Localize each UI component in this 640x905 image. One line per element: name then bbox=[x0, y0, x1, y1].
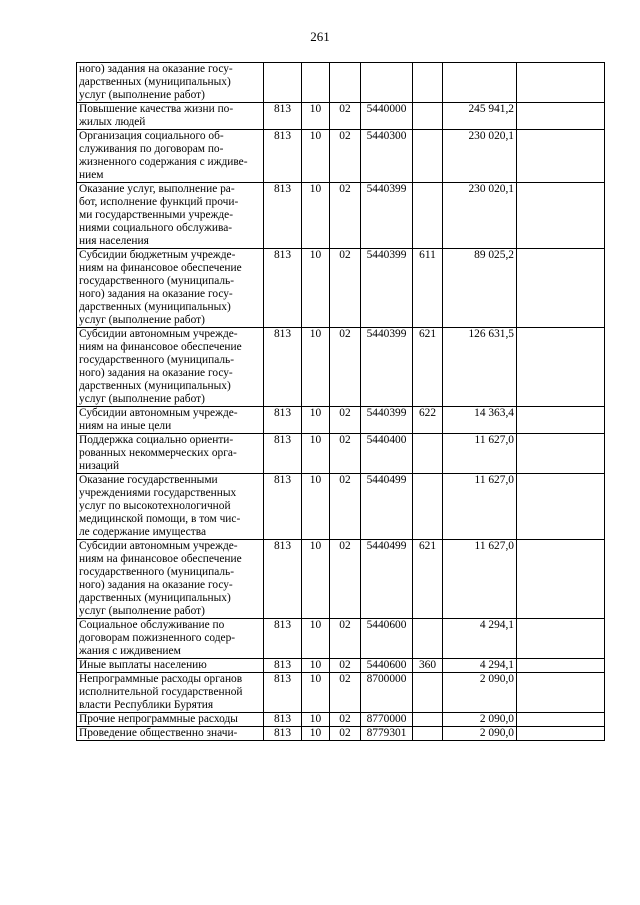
table-row bbox=[77, 727, 605, 741]
table-row bbox=[77, 63, 605, 103]
expense-type-cell bbox=[413, 474, 443, 540]
expense-type-cell: 621 bbox=[413, 328, 443, 407]
table-row bbox=[77, 619, 605, 659]
description-cell bbox=[77, 673, 264, 713]
ministry-code-cell: 813 bbox=[264, 659, 302, 673]
description-line: услуг (выполнение работ) bbox=[79, 393, 205, 405]
description-cell bbox=[77, 540, 264, 619]
description-line: ниям на финансовое обеспечение bbox=[79, 341, 242, 353]
section-code-cell: 10 bbox=[302, 540, 330, 619]
target-article-cell: 5440499 bbox=[361, 474, 413, 540]
extra-cell bbox=[517, 713, 605, 727]
amount-cell: 4 294,1 bbox=[443, 659, 517, 673]
expense-type-cell: 360 bbox=[413, 659, 443, 673]
description-line: Социальное обслуживание по bbox=[79, 619, 225, 631]
description-cell bbox=[77, 328, 264, 407]
page-number: 261 bbox=[310, 29, 330, 44]
section-code-cell: 10 bbox=[302, 713, 330, 727]
table-row bbox=[77, 474, 605, 540]
ministry-code-cell: 813 bbox=[264, 727, 302, 741]
description-line: ного) задания на оказание госу- bbox=[79, 367, 233, 379]
description-line: Субсидии бюджетным учрежде- bbox=[79, 249, 236, 261]
expense-type-cell: 621 bbox=[413, 540, 443, 619]
subsection-code-cell: 02 bbox=[330, 727, 361, 741]
extra-cell bbox=[517, 130, 605, 183]
description-line: низаций bbox=[79, 460, 120, 472]
table-row bbox=[77, 130, 605, 183]
table-row bbox=[77, 407, 605, 434]
description-line: учреждениями государственных bbox=[79, 487, 237, 499]
target-article-cell: 5440399 bbox=[361, 183, 413, 249]
expense-type-cell bbox=[413, 434, 443, 474]
description-cell bbox=[77, 130, 264, 183]
expense-type-cell bbox=[413, 63, 443, 103]
description-cell bbox=[77, 63, 264, 103]
description-cell bbox=[77, 619, 264, 659]
description-line: Организация социального об- bbox=[79, 130, 224, 142]
ministry-code-cell: 813 bbox=[264, 328, 302, 407]
budget-table-body bbox=[77, 63, 605, 741]
amount-cell: 11 627,0 bbox=[443, 474, 517, 540]
section-code-cell: 10 bbox=[302, 328, 330, 407]
amount-cell: 4 294,1 bbox=[443, 619, 517, 659]
amount-cell: 2 090,0 bbox=[443, 727, 517, 741]
description-line: исполнительной государственной bbox=[79, 686, 243, 698]
subsection-code-cell: 02 bbox=[330, 249, 361, 328]
target-article-cell: 5440600 bbox=[361, 619, 413, 659]
description-line: бот, исполнение функций прочи- bbox=[79, 196, 239, 208]
amount-cell: 2 090,0 bbox=[443, 673, 517, 713]
description-line: ле содержание имущества bbox=[79, 526, 207, 538]
description-cell bbox=[77, 474, 264, 540]
section-code-cell: 10 bbox=[302, 407, 330, 434]
description-line: Субсидии автономным учрежде- bbox=[79, 328, 238, 340]
target-article-cell bbox=[361, 63, 413, 103]
description-line: Непрограммные расходы органов bbox=[79, 673, 243, 685]
section-code-cell: 10 bbox=[302, 727, 330, 741]
description-line: Проведение общественно значи- bbox=[79, 727, 238, 739]
extra-cell bbox=[517, 183, 605, 249]
table-row bbox=[77, 659, 605, 673]
amount-cell: 11 627,0 bbox=[443, 540, 517, 619]
target-article-cell: 5440399 bbox=[361, 328, 413, 407]
description-line: ми государственными учрежде- bbox=[79, 209, 234, 221]
ministry-code-cell: 813 bbox=[264, 619, 302, 659]
table-row bbox=[77, 103, 605, 130]
description-line: услуг (выполнение работ) bbox=[79, 605, 205, 617]
expense-type-cell bbox=[413, 619, 443, 659]
section-code-cell: 10 bbox=[302, 103, 330, 130]
ministry-code-cell: 813 bbox=[264, 713, 302, 727]
description-line: дарственных (муниципальных) bbox=[79, 301, 231, 313]
description-line: Поддержка социально ориенти- bbox=[79, 434, 234, 446]
target-article-cell: 5440499 bbox=[361, 540, 413, 619]
target-article-cell: 5440399 bbox=[361, 249, 413, 328]
description-line: ниям на иные цели bbox=[79, 420, 172, 432]
extra-cell bbox=[517, 407, 605, 434]
description-line: медицинской помощи, в том чис- bbox=[79, 513, 241, 525]
section-code-cell: 10 bbox=[302, 474, 330, 540]
extra-cell bbox=[517, 659, 605, 673]
extra-cell bbox=[517, 727, 605, 741]
section-code-cell: 10 bbox=[302, 249, 330, 328]
target-article-cell: 5440000 bbox=[361, 103, 413, 130]
section-code-cell: 10 bbox=[302, 673, 330, 713]
description-cell bbox=[77, 183, 264, 249]
target-article-cell: 8770000 bbox=[361, 713, 413, 727]
ministry-code-cell: 813 bbox=[264, 540, 302, 619]
description-cell bbox=[77, 727, 264, 741]
section-code-cell: 10 bbox=[302, 183, 330, 249]
extra-cell bbox=[517, 474, 605, 540]
target-article-cell: 5440300 bbox=[361, 130, 413, 183]
section-code-cell: 10 bbox=[302, 130, 330, 183]
ministry-code-cell: 813 bbox=[264, 249, 302, 328]
section-code-cell: 10 bbox=[302, 434, 330, 474]
extra-cell bbox=[517, 249, 605, 328]
description-line: ниями социального обслужива- bbox=[79, 222, 233, 234]
description-line: служивания по договорам по- bbox=[79, 143, 224, 155]
description-line: Иные выплаты населению bbox=[79, 659, 207, 671]
target-article-cell: 5440399 bbox=[361, 407, 413, 434]
expense-type-cell: 622 bbox=[413, 407, 443, 434]
description-line: ниям на финансовое обеспечение bbox=[79, 262, 242, 274]
description-line: услуг по высокотехнологичной bbox=[79, 500, 231, 512]
table-row bbox=[77, 328, 605, 407]
ministry-code-cell: 813 bbox=[264, 673, 302, 713]
description-cell bbox=[77, 659, 264, 673]
description-cell bbox=[77, 407, 264, 434]
target-article-cell: 8779301 bbox=[361, 727, 413, 741]
section-code-cell: 10 bbox=[302, 619, 330, 659]
ministry-code-cell: 813 bbox=[264, 183, 302, 249]
description-line: услуг (выполнение работ) bbox=[79, 89, 205, 101]
ministry-code-cell: 813 bbox=[264, 130, 302, 183]
description-line: государственного (муниципаль- bbox=[79, 275, 235, 287]
amount-cell bbox=[443, 63, 517, 103]
extra-cell bbox=[517, 103, 605, 130]
section-code-cell bbox=[302, 63, 330, 103]
target-article-cell: 8700000 bbox=[361, 673, 413, 713]
ministry-code-cell: 813 bbox=[264, 103, 302, 130]
description-line: жизненного содержания с иждиве- bbox=[79, 156, 248, 168]
amount-cell: 11 627,0 bbox=[443, 434, 517, 474]
extra-cell bbox=[517, 619, 605, 659]
amount-cell: 89 025,2 bbox=[443, 249, 517, 328]
extra-cell bbox=[517, 328, 605, 407]
ministry-code-cell: 813 bbox=[264, 434, 302, 474]
subsection-code-cell bbox=[330, 63, 361, 103]
table-row bbox=[77, 249, 605, 328]
description-line: услуг (выполнение работ) bbox=[79, 314, 205, 326]
table-row bbox=[77, 540, 605, 619]
expense-type-cell bbox=[413, 713, 443, 727]
subsection-code-cell: 02 bbox=[330, 659, 361, 673]
target-article-cell: 5440600 bbox=[361, 659, 413, 673]
budget-table bbox=[76, 62, 605, 741]
subsection-code-cell: 02 bbox=[330, 103, 361, 130]
section-code-cell: 10 bbox=[302, 659, 330, 673]
description-line: ного) задания на оказание госу- bbox=[79, 579, 233, 591]
description-line: ниям на финансовое обеспечение bbox=[79, 553, 242, 565]
subsection-code-cell: 02 bbox=[330, 183, 361, 249]
subsection-code-cell: 02 bbox=[330, 407, 361, 434]
ministry-code-cell bbox=[264, 63, 302, 103]
expense-type-cell bbox=[413, 130, 443, 183]
description-line: Оказание государственными bbox=[79, 474, 218, 486]
subsection-code-cell: 02 bbox=[330, 673, 361, 713]
ministry-code-cell: 813 bbox=[264, 474, 302, 540]
extra-cell bbox=[517, 434, 605, 474]
description-line: Повышение качества жизни по- bbox=[79, 103, 234, 115]
expense-type-cell bbox=[413, 673, 443, 713]
subsection-code-cell: 02 bbox=[330, 328, 361, 407]
subsection-code-cell: 02 bbox=[330, 434, 361, 474]
amount-cell: 230 020,1 bbox=[443, 130, 517, 183]
ministry-code-cell: 813 bbox=[264, 407, 302, 434]
description-cell bbox=[77, 713, 264, 727]
expense-type-cell bbox=[413, 183, 443, 249]
description-line: дарственных (муниципальных) bbox=[79, 380, 231, 392]
extra-cell bbox=[517, 63, 605, 103]
extra-cell bbox=[517, 673, 605, 713]
description-line: государственного (муниципаль- bbox=[79, 354, 235, 366]
expense-type-cell bbox=[413, 103, 443, 130]
description-line: рованных некоммерческих орга- bbox=[79, 447, 237, 459]
table-row bbox=[77, 434, 605, 474]
description-line: дарственных (муниципальных) bbox=[79, 76, 231, 88]
description-line: ного) задания на оказание госу- bbox=[79, 63, 233, 75]
table-row bbox=[77, 713, 605, 727]
subsection-code-cell: 02 bbox=[330, 474, 361, 540]
description-line: государственного (муниципаль- bbox=[79, 566, 235, 578]
target-article-cell: 5440400 bbox=[361, 434, 413, 474]
description-line: Оказание услуг, выполнение ра- bbox=[79, 183, 235, 195]
description-line: договорам пожизненного содер- bbox=[79, 632, 236, 644]
subsection-code-cell: 02 bbox=[330, 130, 361, 183]
description-line: жания с иждивением bbox=[79, 645, 181, 657]
subsection-code-cell: 02 bbox=[330, 619, 361, 659]
amount-cell: 2 090,0 bbox=[443, 713, 517, 727]
amount-cell: 245 941,2 bbox=[443, 103, 517, 130]
subsection-code-cell: 02 bbox=[330, 540, 361, 619]
amount-cell: 14 363,4 bbox=[443, 407, 517, 434]
description-line: Субсидии автономным учрежде- bbox=[79, 540, 238, 552]
description-line: нием bbox=[79, 169, 104, 181]
amount-cell: 230 020,1 bbox=[443, 183, 517, 249]
description-line: жилых людей bbox=[79, 116, 146, 128]
table-row bbox=[77, 183, 605, 249]
extra-cell bbox=[517, 540, 605, 619]
amount-cell: 126 631,5 bbox=[443, 328, 517, 407]
description-cell bbox=[77, 434, 264, 474]
expense-type-cell: 611 bbox=[413, 249, 443, 328]
description-line: Субсидии автономным учрежде- bbox=[79, 407, 238, 419]
table-row bbox=[77, 673, 605, 713]
description-line: власти Республики Бурятия bbox=[79, 699, 214, 711]
description-line: Прочие непрограммные расходы bbox=[79, 713, 238, 725]
expense-type-cell bbox=[413, 727, 443, 741]
description-cell bbox=[77, 103, 264, 130]
description-line: ного) задания на оказание госу- bbox=[79, 288, 233, 300]
description-cell bbox=[77, 249, 264, 328]
description-line: ния населения bbox=[79, 235, 149, 247]
description-line: дарственных (муниципальных) bbox=[79, 592, 231, 604]
subsection-code-cell: 02 bbox=[330, 713, 361, 727]
